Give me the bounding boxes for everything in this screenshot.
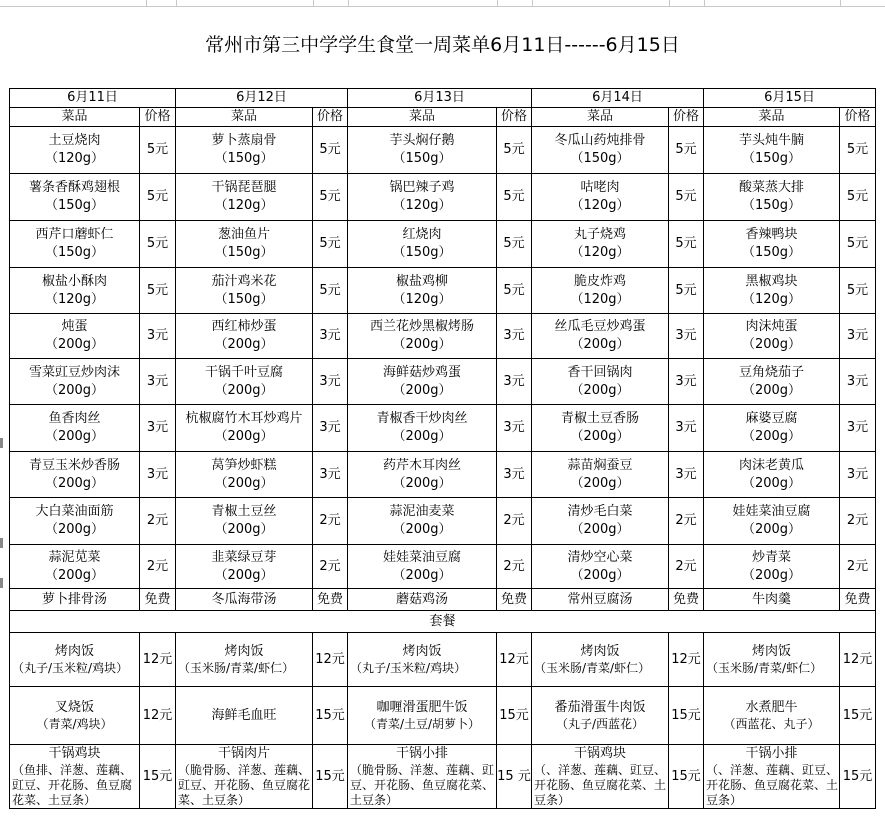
set-meal-cell[interactable] (532, 687, 669, 745)
dish-cell[interactable] (176, 127, 313, 174)
day-header-cell[interactable]: 6月13日 (348, 89, 532, 108)
set-meal-contents: （鱼排、洋葱、莲藕、豇豆、开花肠、鱼豆腐花菜、土豆条） (12, 763, 133, 807)
dish-cell[interactable] (348, 221, 497, 268)
soup-price-cell[interactable]: 免费 (313, 589, 348, 611)
dish-cell[interactable] (532, 359, 669, 405)
dish-weight: （200g） (44, 567, 105, 583)
dish-weight: （120g） (570, 291, 630, 307)
dish-cell[interactable] (704, 127, 840, 174)
soup-price-cell[interactable]: 免费 (140, 589, 176, 611)
soup-cell[interactable]: 冬瓜海带汤 (176, 589, 313, 611)
dish-cell[interactable] (176, 452, 313, 498)
set-meal-name: 烤肉饭 (402, 644, 442, 659)
set-meal-cell[interactable] (348, 745, 497, 809)
dish-weight: （200g） (392, 567, 452, 583)
dish-name: 西兰花炒黑椒烤肠 (369, 319, 474, 334)
dish-name: 黑椒鸡块 (745, 273, 798, 289)
set-meal-price-cell[interactable]: 12元 (497, 633, 532, 687)
dish-name: 青椒土豆香肠 (560, 411, 639, 426)
set-meal-price-cell[interactable]: 15元 (140, 745, 176, 809)
price-cell[interactable]: 3元 (840, 314, 876, 359)
dish-cell[interactable] (10, 405, 140, 452)
dish-cell[interactable] (176, 405, 313, 452)
dish-weight: （120g） (44, 291, 105, 307)
set-meal-price-cell[interactable]: 15元 (313, 745, 348, 809)
dish-weight: （200g） (570, 429, 630, 444)
dish-cell[interactable] (704, 174, 840, 221)
dish-cell[interactable] (532, 545, 669, 589)
dish-name: 肉沫老黄瓜 (738, 457, 804, 473)
price-cell[interactable]: 5元 (497, 174, 532, 221)
dish-name: 豆角烧茄子 (738, 364, 804, 380)
dish-name: 红烧肉 (402, 227, 442, 242)
dish-name: 干锅千叶豆腐 (204, 364, 283, 380)
price-cell[interactable]: 3元 (140, 405, 176, 452)
price-cell[interactable]: 5元 (140, 268, 176, 314)
dish-weight: （200g） (392, 337, 452, 352)
dish-name: 大白菜油面筋 (35, 504, 114, 519)
soup-price-cell[interactable]: 免费 (497, 589, 532, 611)
dish-name: 雪菜豇豆炒肉沫 (28, 364, 120, 380)
dish-cell[interactable] (176, 174, 313, 221)
dish-name: 药芹木耳肉丝 (382, 457, 461, 473)
dish-weight: （200g） (214, 429, 274, 444)
price-column-header[interactable]: 价格 (313, 108, 348, 127)
weekly-menu-table (9, 88, 876, 809)
dish-weight: （200g） (214, 567, 274, 583)
dish-cell[interactable] (176, 545, 313, 589)
dish-name: 蒜苗焖蚕豆 (567, 457, 633, 473)
set-meal-name: 干锅小排 (745, 746, 798, 761)
dish-cell[interactable] (10, 314, 140, 359)
price-cell[interactable]: 5元 (497, 268, 532, 314)
dish-cell[interactable] (10, 268, 140, 314)
dish-cell[interactable] (704, 498, 840, 545)
dish-cell[interactable] (176, 221, 313, 268)
dish-name: 薯条香酥鸡翅根 (28, 180, 120, 195)
dish-name: 韭菜绿豆芽 (211, 549, 277, 565)
dish-weight: （200g） (741, 337, 802, 352)
dish-weight: （200g） (741, 429, 802, 444)
dish-weight: （200g） (44, 475, 105, 491)
dish-name: 芋头炖牛腩 (738, 133, 804, 148)
dish-weight: （200g） (570, 522, 630, 537)
set-meal-name: 烤肉饭 (224, 644, 264, 659)
row-edge-mark (0, 538, 3, 548)
set-meal-cell[interactable] (704, 633, 840, 687)
dish-column-header[interactable]: 菜品 (176, 108, 313, 127)
soup-cell[interactable]: 常州豆腐汤 (532, 589, 669, 611)
price-cell[interactable]: 5元 (669, 127, 704, 174)
dish-name: 椒盐小酥肉 (41, 273, 107, 289)
dish-weight: （150g） (392, 245, 452, 260)
set-meal-price-cell[interactable]: 15元 (497, 687, 532, 745)
dish-name: 咕咾肉 (580, 180, 620, 195)
day-header-cell[interactable]: 6月12日 (176, 89, 348, 108)
set-meal-name: 烤肉饭 (580, 644, 620, 659)
set-meal-price-cell[interactable]: 12元 (140, 687, 176, 745)
set-meal-contents: （玉米肠/青菜/虾仁） (534, 661, 651, 675)
dish-name: 娃娃菜油豆腐 (382, 549, 461, 565)
menu-title: 常州市第三中学学生食堂一周菜单6月11日------6月15日 (205, 34, 680, 56)
dish-name: 麻婆豆腐 (745, 411, 798, 426)
set-meal-contents: （丸子/玉米粒/鸡块） (350, 661, 467, 675)
dish-name: 清炒空心菜 (567, 549, 633, 565)
price-cell[interactable]: 5元 (840, 268, 876, 314)
price-cell[interactable]: 2元 (840, 498, 876, 545)
dish-cell[interactable] (532, 498, 669, 545)
soup-cell[interactable]: 萝卜排骨汤 (10, 589, 140, 611)
dish-cell[interactable] (348, 268, 497, 314)
price-cell[interactable]: 3元 (840, 452, 876, 498)
set-meal-price-cell[interactable]: 15元 (313, 687, 348, 745)
dish-weight: （150g） (214, 245, 274, 260)
set-meal-price-cell[interactable]: 15元 (669, 745, 704, 809)
dish-name: 香辣鸭块 (745, 227, 798, 242)
dish-cell[interactable] (704, 405, 840, 452)
dish-name: 蒜泥油麦菜 (389, 504, 455, 519)
price-column-header[interactable]: 价格 (140, 108, 176, 127)
dish-column-header[interactable]: 菜品 (348, 108, 497, 127)
set-meal-contents: （脆骨肠、洋葱、莲藕、豇豆、开花肠、鱼豆腐花菜、土豆条） (350, 763, 495, 807)
dish-cell[interactable] (10, 174, 140, 221)
set-meal-name: 干锅鸡块 (48, 746, 101, 761)
dish-weight: （150g） (44, 245, 105, 260)
dish-cell[interactable] (10, 452, 140, 498)
set-meal-name: 干锅鸡块 (573, 746, 626, 761)
set-meal-price-cell[interactable]: 15 元 (497, 745, 532, 809)
dish-weight: （200g） (570, 337, 630, 352)
dish-name: 椒盐鸡柳 (395, 273, 448, 289)
dish-cell[interactable] (532, 268, 669, 314)
dish-name: 干锅琵琶腿 (211, 180, 277, 195)
set-meal-name: 烤肉饭 (54, 644, 94, 659)
price-cell[interactable]: 5元 (669, 174, 704, 221)
set-meal-name: 海鲜毛血旺 (211, 707, 277, 723)
dish-weight: （200g） (741, 475, 802, 491)
price-cell[interactable]: 3元 (140, 314, 176, 359)
price-cell[interactable]: 5元 (140, 174, 176, 221)
dish-name: 炖蛋 (61, 319, 88, 334)
dish-weight: （200g） (214, 337, 274, 352)
dish-weight: （120g） (44, 151, 105, 166)
dish-weight: （150g） (741, 151, 802, 166)
price-column-header[interactable]: 价格 (840, 108, 876, 127)
dish-weight: （200g） (214, 475, 274, 491)
set-meal-cell[interactable] (176, 633, 313, 687)
set-meal-cell[interactable] (704, 687, 840, 745)
dish-weight: （150g） (44, 198, 105, 213)
dish-name: 芋头焖仔鹅 (389, 133, 455, 148)
dish-weight: （200g） (741, 567, 802, 583)
price-cell[interactable]: 5元 (840, 221, 876, 268)
dish-name: 西芹口蘑虾仁 (35, 227, 114, 242)
dish-weight: （200g） (214, 522, 274, 537)
dish-cell[interactable] (532, 174, 669, 221)
dish-weight: （200g） (392, 522, 452, 537)
dish-weight: （120g） (570, 198, 630, 213)
dish-weight: （120g） (392, 198, 452, 213)
price-cell[interactable]: 3元 (140, 452, 176, 498)
dish-weight: （200g） (392, 475, 452, 491)
dish-name: 葱油鱼片 (217, 227, 270, 242)
set-meal-contents: （玉米肠/青菜/虾仁） (178, 661, 295, 675)
previous-row-edge (0, 0, 885, 7)
dish-name: 丸子烧鸡 (573, 227, 626, 242)
dish-cell[interactable] (176, 498, 313, 545)
price-cell[interactable]: 3元 (669, 314, 704, 359)
dish-name: 娃娃菜油豆腐 (732, 504, 811, 519)
dish-weight: （150g） (570, 151, 630, 166)
dish-column-header[interactable]: 菜品 (10, 108, 140, 127)
set-meal-contents: （玉米肠/青菜/虾仁） (706, 661, 823, 675)
set-meal-contents: （、洋葱、莲藕、豇豆、开花肠、鱼豆腐花菜、土豆条） (534, 763, 667, 807)
dish-weight: （150g） (214, 151, 274, 166)
dish-cell[interactable] (532, 405, 669, 452)
set-meal-cell[interactable] (532, 745, 669, 809)
set-meal-name: 叉烧饭 (54, 700, 94, 715)
set-meal-price-cell[interactable]: 15元 (840, 745, 876, 809)
price-cell[interactable]: 5元 (497, 127, 532, 174)
dish-cell[interactable] (532, 127, 669, 174)
set-meal-contents: （丸子/玉米粒/鸡块） (12, 661, 129, 675)
price-cell[interactable]: 2元 (497, 498, 532, 545)
price-cell[interactable]: 2元 (140, 545, 176, 589)
set-meal-contents: （丸子/西蓝花） (555, 717, 645, 731)
set-meal-price-cell[interactable]: 15元 (840, 687, 876, 745)
set-meal-name: 水煮肥牛 (745, 700, 798, 715)
dish-cell[interactable] (348, 498, 497, 545)
dish-name: 脆皮炸鸡 (573, 273, 626, 289)
dish-cell[interactable] (10, 545, 140, 589)
dish-name: 西红柿炒蛋 (211, 319, 277, 334)
set-meal-name: 烤肉饭 (751, 644, 791, 659)
price-cell[interactable]: 2元 (669, 545, 704, 589)
row-edge-mark (0, 578, 3, 588)
set-meal-price-cell[interactable]: 15元 (669, 687, 704, 745)
dish-name: 肉沫炖蛋 (745, 319, 798, 334)
dish-cell[interactable] (348, 127, 497, 174)
set-meal-price-cell[interactable]: 12元 (313, 633, 348, 687)
dish-weight: （200g） (741, 522, 802, 537)
dish-weight: （200g） (570, 382, 630, 398)
set-meal-cell[interactable] (348, 687, 497, 745)
dish-name: 土豆烧肉 (48, 133, 101, 148)
dish-name: 青豆玉米炒香肠 (28, 457, 120, 473)
set-meal-name: 干锅小排 (395, 746, 448, 761)
price-cell[interactable]: 5元 (669, 268, 704, 314)
dish-cell[interactable] (176, 268, 313, 314)
dish-cell[interactable] (348, 174, 497, 221)
price-cell[interactable]: 3元 (313, 314, 348, 359)
set-meal-cell[interactable] (348, 633, 497, 687)
dish-weight: （200g） (741, 382, 802, 398)
price-cell[interactable]: 5元 (313, 221, 348, 268)
dish-cell[interactable] (704, 359, 840, 405)
soup-price-cell[interactable]: 免费 (669, 589, 704, 611)
soup-cell[interactable]: 牛肉羹 (704, 589, 840, 611)
price-cell[interactable]: 3元 (840, 359, 876, 405)
price-cell[interactable]: 2元 (497, 545, 532, 589)
dish-cell[interactable] (532, 221, 669, 268)
dish-weight: （150g） (741, 198, 802, 213)
dish-cell[interactable] (348, 359, 497, 405)
set-meal-contents: （青菜/土豆/胡萝卜） (363, 717, 481, 731)
dish-cell[interactable] (532, 452, 669, 498)
set-meal-name: 番茄滑蛋牛肉饭 (554, 700, 646, 715)
set-meal-contents: （、洋葱、莲藕、豇豆、开花肠、鱼豆腐花菜、土豆条） (706, 763, 839, 807)
dish-name: 冬瓜山药炖排骨 (554, 133, 646, 148)
price-cell[interactable]: 3元 (669, 359, 704, 405)
dish-name: 清炒毛白菜 (567, 504, 633, 519)
price-cell[interactable]: 3元 (497, 405, 532, 452)
dish-weight: （200g） (44, 429, 105, 444)
dish-cell[interactable] (532, 314, 669, 359)
set-meal-cell[interactable] (176, 687, 313, 745)
dish-cell[interactable] (10, 359, 140, 405)
set-meal-cell[interactable] (10, 633, 140, 687)
dish-weight: （150g） (214, 291, 274, 307)
price-cell[interactable]: 3元 (313, 359, 348, 405)
price-cell[interactable]: 5元 (313, 268, 348, 314)
set-meal-name: 干锅肉片 (217, 746, 270, 761)
price-cell[interactable]: 2元 (840, 545, 876, 589)
price-cell[interactable]: 2元 (313, 498, 348, 545)
dish-cell[interactable] (704, 221, 840, 268)
price-cell[interactable]: 5元 (840, 174, 876, 221)
dish-weight: （150g） (741, 245, 802, 260)
dish-cell[interactable] (348, 405, 497, 452)
set-meal-price-cell[interactable]: 12元 (669, 633, 704, 687)
set-meal-price-cell[interactable]: 12元 (140, 633, 176, 687)
dish-weight: （200g） (392, 429, 452, 444)
dish-name: 青椒香干炒肉丝 (376, 411, 468, 426)
dish-weight: （200g） (44, 522, 105, 537)
dish-column-header[interactable]: 菜品 (532, 108, 669, 127)
price-cell[interactable]: 3元 (497, 359, 532, 405)
dish-weight: （200g） (44, 382, 105, 398)
price-cell[interactable]: 3元 (669, 452, 704, 498)
price-cell[interactable]: 3元 (669, 405, 704, 452)
dish-cell[interactable] (348, 545, 497, 589)
dish-cell[interactable] (10, 127, 140, 174)
set-meal-cell[interactable] (704, 745, 840, 809)
dish-cell[interactable] (10, 498, 140, 545)
price-cell[interactable]: 5元 (313, 174, 348, 221)
price-cell[interactable]: 2元 (140, 498, 176, 545)
day-header-cell[interactable]: 6月15日 (704, 89, 876, 108)
dish-name: 萝卜蒸扇骨 (211, 133, 277, 148)
price-cell[interactable]: 5元 (140, 127, 176, 174)
dish-weight: （200g） (392, 382, 452, 398)
soup-cell[interactable]: 蘑菇鸡汤 (348, 589, 497, 611)
dish-name: 蒜泥苋菜 (48, 549, 101, 565)
dish-weight: （150g） (392, 151, 452, 166)
price-cell[interactable]: 5元 (140, 221, 176, 268)
price-cell[interactable]: 3元 (497, 314, 532, 359)
dish-name: 香干回锅肉 (567, 364, 633, 380)
set-meal-contents: （青菜/鸡块） (36, 717, 113, 731)
price-cell[interactable]: 3元 (313, 452, 348, 498)
price-cell[interactable]: 3元 (140, 359, 176, 405)
set-meal-header[interactable]: 套餐 (10, 611, 876, 633)
price-cell[interactable]: 3元 (840, 405, 876, 452)
price-column-header[interactable]: 价格 (497, 108, 532, 127)
dish-weight: （200g） (570, 475, 630, 491)
dish-name: 炒青菜 (751, 549, 791, 565)
price-cell[interactable]: 5元 (840, 127, 876, 174)
price-cell[interactable]: 2元 (313, 545, 348, 589)
dish-cell[interactable] (176, 314, 313, 359)
dish-name: 酸菜蒸大排 (738, 180, 804, 195)
dish-cell[interactable] (704, 545, 840, 589)
dish-weight: （120g） (392, 291, 452, 307)
dish-cell[interactable] (704, 452, 840, 498)
price-cell[interactable]: 5元 (669, 221, 704, 268)
row-edge-mark (0, 438, 3, 448)
dish-cell[interactable] (348, 314, 497, 359)
set-meal-cell[interactable] (10, 687, 140, 745)
dish-name: 鱼香肉丝 (48, 411, 101, 426)
dish-name: 茄汁鸡米花 (211, 273, 277, 289)
price-cell[interactable]: 2元 (669, 498, 704, 545)
dish-cell[interactable] (348, 452, 497, 498)
dish-name: 海鲜菇炒鸡蛋 (382, 364, 461, 380)
dish-weight: （120g） (741, 291, 802, 307)
set-meal-contents: （脆骨肠、洋葱、莲藕、豇豆、开花肠、鱼豆腐花菜、土豆条） (178, 763, 311, 807)
set-meal-cell[interactable] (10, 745, 140, 809)
dish-name: 丝瓜毛豆炒鸡蛋 (554, 319, 646, 334)
price-cell[interactable]: 5元 (313, 127, 348, 174)
set-meal-name: 咖喱滑蛋肥牛饭 (376, 700, 468, 715)
dish-cell[interactable] (176, 359, 313, 405)
price-cell[interactable]: 3元 (313, 405, 348, 452)
dish-weight: （120g） (214, 198, 274, 213)
set-meal-price-cell[interactable]: 12元 (840, 633, 876, 687)
day-header-cell[interactable]: 6月11日 (10, 89, 176, 108)
soup-price-cell[interactable]: 免费 (840, 589, 876, 611)
set-meal-contents: （西蓝花、丸子） (723, 717, 820, 731)
price-cell[interactable]: 5元 (497, 221, 532, 268)
dish-cell[interactable] (704, 314, 840, 359)
dish-name: 莴笋炒虾糕 (211, 457, 277, 473)
dish-column-header[interactable]: 菜品 (704, 108, 840, 127)
dish-cell[interactable] (704, 268, 840, 314)
dish-weight: （200g） (214, 382, 274, 398)
dish-weight: （200g） (570, 567, 630, 583)
dish-cell[interactable] (10, 221, 140, 268)
set-meal-cell[interactable] (176, 745, 313, 809)
price-column-header[interactable]: 价格 (669, 108, 704, 127)
set-meal-cell[interactable] (532, 633, 669, 687)
dish-name: 锅巴辣子鸡 (389, 180, 455, 195)
dish-name: 青椒土豆丝 (211, 504, 277, 519)
day-header-cell[interactable]: 6月14日 (532, 89, 704, 108)
dish-name: 杭椒腐竹木耳炒鸡片 (185, 411, 303, 426)
price-cell[interactable]: 3元 (497, 452, 532, 498)
dish-weight: （120g） (570, 245, 630, 260)
dish-weight: （200g） (44, 337, 105, 352)
